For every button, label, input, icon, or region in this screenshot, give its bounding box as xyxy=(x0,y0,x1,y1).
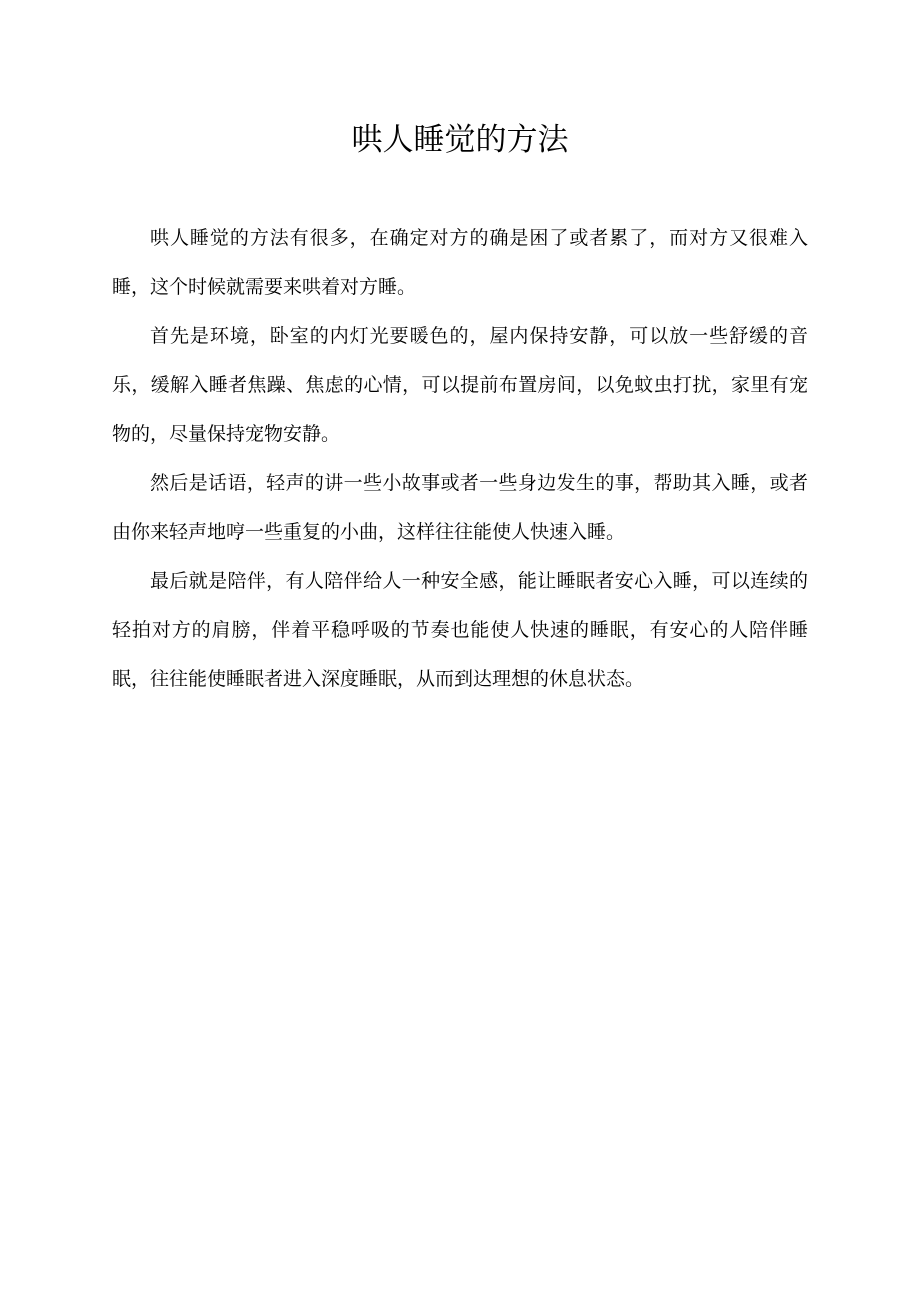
document-body xyxy=(112,214,808,704)
paragraph-words: 然后是话语，轻声的讲一些小故事或者一些身边发生的事，帮助其入睡，或者由你来轻声地哼一些重复的小曲，这样往往能使人快速入睡。 xyxy=(112,472,808,543)
document-title: 哄人睡觉的方法 xyxy=(351,122,569,158)
paragraph-environment: 首先是环境，卧室的内灯光要暖色的，屋内保持安静，可以放一些舒缓的音乐，缓解入睡者焦躁、焦虑的心情，可以提前布置房间，以免蚊虫打扰，家里有宠物的，尽量保持宠物安静。 xyxy=(112,325,808,445)
paragraph-companionship: 最后就是陪伴，有人陪伴给人一种安全感，能让睡眠者安心入睡，可以连续的轻拍对方的肩膀，伴着平稳呼吸的节奏也能使人快速的睡眠，有安心的人陪伴睡眠，往往能使睡眠者进入深度睡眠，从而到达理想的休息状态。 xyxy=(112,570,808,690)
paragraph-intro: 哄人睡觉的方法有很多，在确定对方的确是困了或者累了，而对方又很难入睡，这个时候就需要来哄着对方睡。 xyxy=(112,227,808,298)
